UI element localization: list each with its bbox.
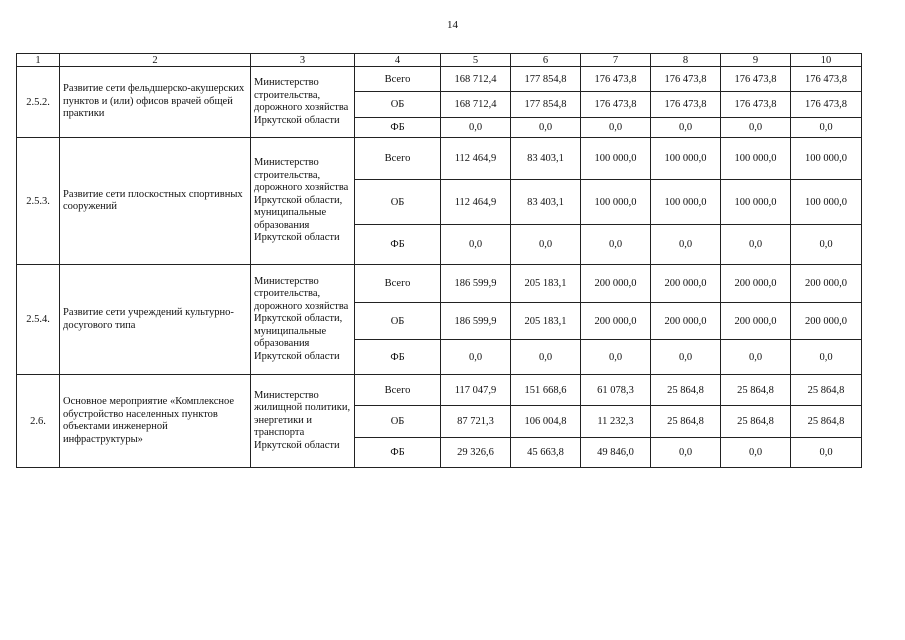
amount-cell: 25 864,8 bbox=[651, 375, 721, 406]
amount-cell: 25 864,8 bbox=[651, 406, 721, 438]
amount-cell: 176 473,8 bbox=[721, 67, 791, 92]
table-row bbox=[17, 138, 862, 180]
amount-cell: 0,0 bbox=[651, 340, 721, 375]
row-code: 2.5.3. bbox=[17, 138, 60, 265]
row-code: 2.5.4. bbox=[17, 265, 60, 375]
amount-cell: 176 473,8 bbox=[651, 67, 721, 92]
amount-cell: 0,0 bbox=[441, 118, 511, 138]
amount-cell: 25 864,8 bbox=[721, 375, 791, 406]
amount-cell: 200 000,0 bbox=[581, 303, 651, 340]
funding-source: ФБ bbox=[355, 340, 441, 375]
amount-cell: 168 712,4 bbox=[441, 92, 511, 118]
amount-cell: 176 473,8 bbox=[791, 92, 862, 118]
amount-cell: 100 000,0 bbox=[581, 180, 651, 225]
amount-cell: 117 047,9 bbox=[441, 375, 511, 406]
funding-source: ФБ bbox=[355, 225, 441, 265]
amount-cell: 100 000,0 bbox=[581, 138, 651, 180]
amount-cell: 0,0 bbox=[721, 340, 791, 375]
executor: Министерство строительства, дорожного хозяйства Иркутской области, муниципальные образования Иркутской области bbox=[251, 138, 355, 265]
amount-cell: 87 721,3 bbox=[441, 406, 511, 438]
funding-source: ОБ bbox=[355, 92, 441, 118]
table-row bbox=[17, 265, 862, 303]
amount-cell: 176 473,8 bbox=[791, 67, 862, 92]
amount-cell: 0,0 bbox=[791, 438, 862, 468]
amount-cell: 200 000,0 bbox=[651, 265, 721, 303]
amount-cell: 0,0 bbox=[581, 118, 651, 138]
funding-source: Всего bbox=[355, 375, 441, 406]
amount-cell: 100 000,0 bbox=[651, 138, 721, 180]
amount-cell: 0,0 bbox=[441, 225, 511, 265]
amount-cell: 83 403,1 bbox=[511, 138, 581, 180]
amount-cell: 151 668,6 bbox=[511, 375, 581, 406]
amount-cell: 200 000,0 bbox=[721, 303, 791, 340]
col-header: 3 bbox=[251, 54, 355, 67]
amount-cell: 186 599,9 bbox=[441, 303, 511, 340]
col-header: 2 bbox=[60, 54, 251, 67]
amount-cell: 168 712,4 bbox=[441, 67, 511, 92]
amount-cell: 0,0 bbox=[581, 340, 651, 375]
amount-cell: 0,0 bbox=[791, 118, 862, 138]
amount-cell: 0,0 bbox=[441, 340, 511, 375]
amount-cell: 177 854,8 bbox=[511, 67, 581, 92]
amount-cell: 0,0 bbox=[721, 225, 791, 265]
col-header: 4 bbox=[355, 54, 441, 67]
amount-cell: 100 000,0 bbox=[791, 138, 862, 180]
amount-cell: 0,0 bbox=[791, 340, 862, 375]
funding-source: ОБ bbox=[355, 180, 441, 225]
amount-cell: 49 846,0 bbox=[581, 438, 651, 468]
amount-cell: 200 000,0 bbox=[791, 303, 862, 340]
amount-cell: 0,0 bbox=[791, 225, 862, 265]
amount-cell: 205 183,1 bbox=[511, 303, 581, 340]
executor: Министерство строительства, дорожного хозяйства Иркутской области, муниципальные образования Иркутской области bbox=[251, 265, 355, 375]
amount-cell: 61 078,3 bbox=[581, 375, 651, 406]
amount-cell: 200 000,0 bbox=[581, 265, 651, 303]
table-row bbox=[17, 375, 862, 406]
activity-name: Развитие сети плоскостных спортивных сооружений bbox=[60, 138, 251, 265]
amount-cell: 0,0 bbox=[651, 225, 721, 265]
amount-cell: 100 000,0 bbox=[721, 138, 791, 180]
funding-source: Всего bbox=[355, 138, 441, 180]
amount-cell: 200 000,0 bbox=[791, 265, 862, 303]
amount-cell: 11 232,3 bbox=[581, 406, 651, 438]
executor: Министерство строительства, дорожного хозяйства Иркутской области bbox=[251, 67, 355, 138]
amount-cell: 200 000,0 bbox=[721, 265, 791, 303]
row-code: 2.5.2. bbox=[17, 67, 60, 138]
amount-cell: 205 183,1 bbox=[511, 265, 581, 303]
amount-cell: 112 464,9 bbox=[441, 180, 511, 225]
col-header: 10 bbox=[791, 54, 862, 67]
amount-cell: 200 000,0 bbox=[651, 303, 721, 340]
col-header: 1 bbox=[17, 54, 60, 67]
amount-cell: 176 473,8 bbox=[721, 92, 791, 118]
amount-cell: 100 000,0 bbox=[721, 180, 791, 225]
activity-name: Основное мероприятие «Комплексное обустройство населенных пунктов объектами инженерной инфраструктуры» bbox=[60, 375, 251, 468]
activity-name: Развитие сети учреждений культурно-досугового типа bbox=[60, 265, 251, 375]
amount-cell: 29 326,6 bbox=[441, 438, 511, 468]
amount-cell: 0,0 bbox=[511, 118, 581, 138]
amount-cell: 25 864,8 bbox=[791, 406, 862, 438]
table-body bbox=[17, 67, 862, 468]
funding-source: ОБ bbox=[355, 303, 441, 340]
amount-cell: 45 663,8 bbox=[511, 438, 581, 468]
funding-source: ФБ bbox=[355, 118, 441, 138]
col-header: 9 bbox=[721, 54, 791, 67]
col-header: 7 bbox=[581, 54, 651, 67]
amount-cell: 0,0 bbox=[511, 340, 581, 375]
amount-cell: 0,0 bbox=[581, 225, 651, 265]
activity-name: Развитие сети фельдшерско-акушерских пунктов и (или) офисов врачей общей практики bbox=[60, 67, 251, 138]
funding-source: Всего bbox=[355, 67, 441, 92]
amount-cell: 176 473,8 bbox=[651, 92, 721, 118]
row-code: 2.6. bbox=[17, 375, 60, 468]
funding-source: ФБ bbox=[355, 438, 441, 468]
table-row bbox=[17, 67, 862, 92]
amount-cell: 0,0 bbox=[651, 438, 721, 468]
amount-cell: 186 599,9 bbox=[441, 265, 511, 303]
funding-source: Всего bbox=[355, 265, 441, 303]
amount-cell: 25 864,8 bbox=[721, 406, 791, 438]
executor: Министерство жилищной политики, энергетики и транспорта Иркутской области bbox=[251, 375, 355, 468]
funding-source: ОБ bbox=[355, 406, 441, 438]
amount-cell: 177 854,8 bbox=[511, 92, 581, 118]
amount-cell: 176 473,8 bbox=[581, 92, 651, 118]
amount-cell: 106 004,8 bbox=[511, 406, 581, 438]
amount-cell: 83 403,1 bbox=[511, 180, 581, 225]
col-header: 5 bbox=[441, 54, 511, 67]
amount-cell: 176 473,8 bbox=[581, 67, 651, 92]
amount-cell: 0,0 bbox=[721, 118, 791, 138]
amount-cell: 0,0 bbox=[651, 118, 721, 138]
amount-cell: 25 864,8 bbox=[791, 375, 862, 406]
col-header: 6 bbox=[511, 54, 581, 67]
col-header: 8 bbox=[651, 54, 721, 67]
amount-cell: 100 000,0 bbox=[651, 180, 721, 225]
amount-cell: 0,0 bbox=[511, 225, 581, 265]
page-number: 14 bbox=[447, 19, 458, 31]
budget-table bbox=[16, 53, 862, 468]
header-row bbox=[17, 54, 862, 67]
amount-cell: 112 464,9 bbox=[441, 138, 511, 180]
amount-cell: 0,0 bbox=[721, 438, 791, 468]
amount-cell: 100 000,0 bbox=[791, 180, 862, 225]
